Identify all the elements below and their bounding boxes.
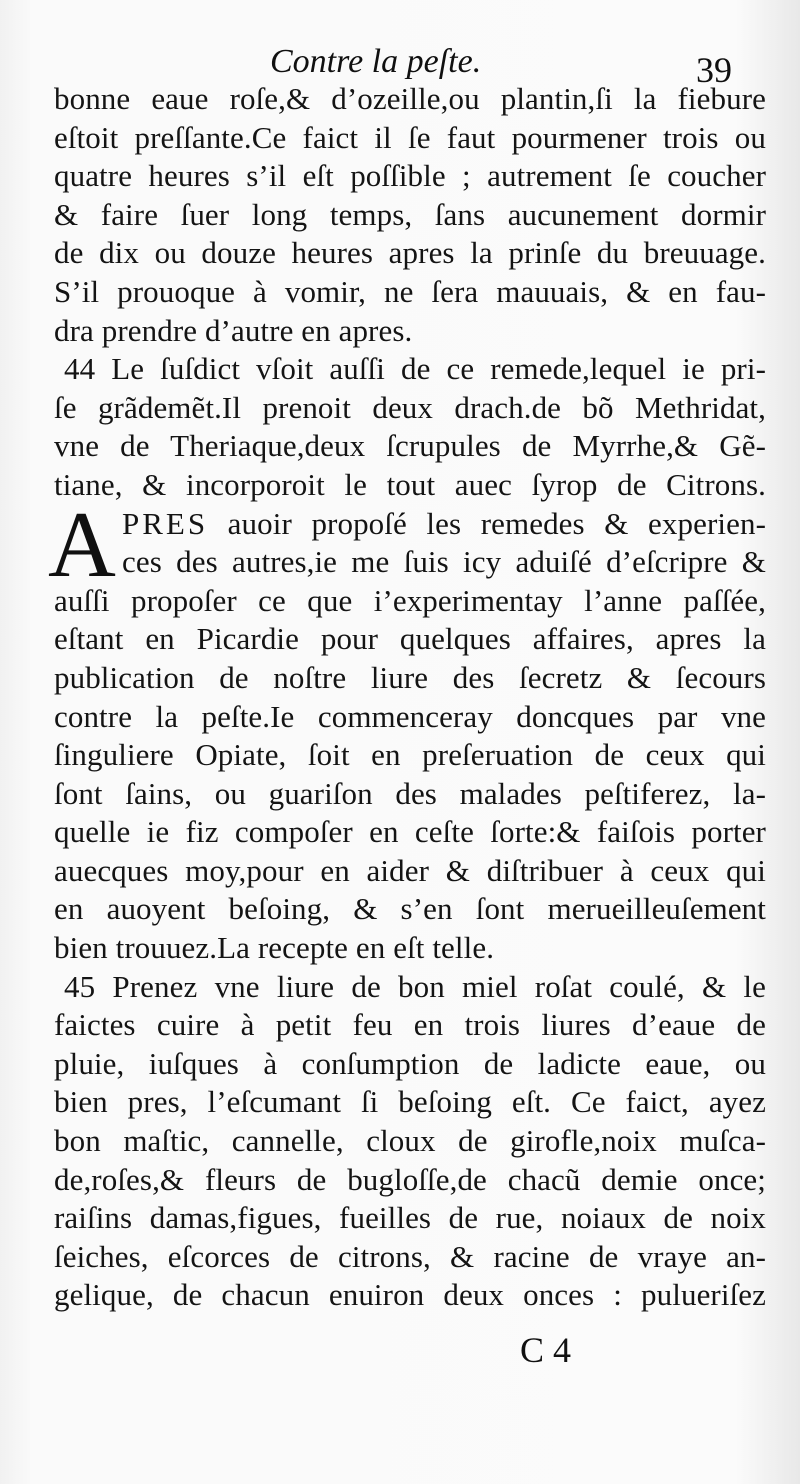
text-line: quelle ie fiz compoſer en ceſte ſorte:& faiſois porter (54, 814, 766, 850)
text-line: bon maſtic, cannelle, cloux de girofle,noix muſca- (54, 1123, 766, 1159)
text-line: de dix ou douze heures apres la prinſe du breuuage. (54, 235, 766, 271)
text-line: dra prendre d’autre en apres. (54, 312, 413, 348)
text-line: ſe grãdemẽt.Il prenoit deux drach.de bõ Methridat, (54, 389, 766, 425)
text-line: contre la peſte.Ie commenceray doncques par vne (54, 698, 766, 734)
text-line: gelique, de chacun enuiron deux onces : pulueriſez (54, 1277, 766, 1313)
running-title: Contre la peſte. (270, 43, 482, 80)
text-line: S’il prouoque à vomir, ne ſera mauuais, & en fau- (54, 273, 766, 309)
text-line: quatre heures s’il eſt poſſible ; autrement ſe coucher (54, 158, 766, 194)
paragraph-44-line: 44 Le ſuſdict vſoit auſſi de ce remede,lequel ie pri- (64, 351, 766, 387)
drop-cap-letter: A (48, 492, 116, 597)
page-number: 39 (696, 50, 732, 90)
text-line: eſtant en Picardie pour quelques affaires, apres la (54, 621, 766, 657)
text-line: en auoyent beſoing, & s’en ſont merueilleuſement (54, 891, 766, 927)
text-line: tiane, & incorporoit le tout auec ſyrop de Citrons. (54, 466, 766, 502)
text-line: de,roſes,& fleurs de bugloſſe,de chacũ demie once; (54, 1161, 766, 1197)
text-line: ſinguliere Opiate, ſoit en preſeruation de ceux qui (54, 737, 766, 773)
text-line: bien pres, l’eſcumant ſi beſoing eſt. Ce faict, ayez (54, 1084, 766, 1120)
text-line: ſont ſains, ou guariſon des malades peſtiferez, la- (54, 775, 766, 811)
text-line: pluie, iuſques à conſumption de ladicte eaue, ou (54, 1045, 766, 1081)
text-line: eſtoit preſſante.Ce faict il ſe faut pourmener trois ou (54, 119, 766, 155)
text-line: auecques moy,pour en aider & diſtribuer à ceux qui (54, 852, 766, 888)
text-line: raiſins damas,figues, fueilles de rue, noiaux de noix (54, 1200, 766, 1236)
text-line: bonne eaue roſe,& d’ozeille,ou plantin,ſi la fiebure (54, 81, 766, 116)
body-text (48, 80, 766, 1315)
dropcap-paragraph (48, 492, 766, 597)
signature-mark: C 4 (520, 1330, 572, 1370)
text-line: faictes cuire à petit feu en trois liures d’eaue de (54, 1007, 766, 1043)
text-line: & faire ſuer long temps, ſans aucunement dormir (54, 196, 766, 232)
text-line: publication de noſtre liure des ſecretz & ſecours (54, 659, 766, 695)
text-line (54, 505, 766, 544)
text-line: bien trouuez.La recepte en eſt telle. (54, 930, 495, 966)
text-line: ces des autres,ie me ſuis icy aduiſé d’eſcripre & (122, 544, 766, 580)
text-line: auſſi propoſer ce que i’experimentay l’anne paſſée, (54, 582, 766, 618)
text-line: vne de Theriaque,deux ſcrupules de Myrrhe,& Gẽ- (54, 428, 766, 464)
paragraph-45-line: 45 Prenez vne liure de bon miel roſat coulé, & le (64, 968, 766, 1004)
text-span: auoir propoſé les remedes & experien- (208, 505, 766, 541)
smallcaps-word: PRES (122, 505, 209, 541)
text-line: ſeiches, eſcorces de citrons, & racine de vraye an- (54, 1238, 766, 1274)
